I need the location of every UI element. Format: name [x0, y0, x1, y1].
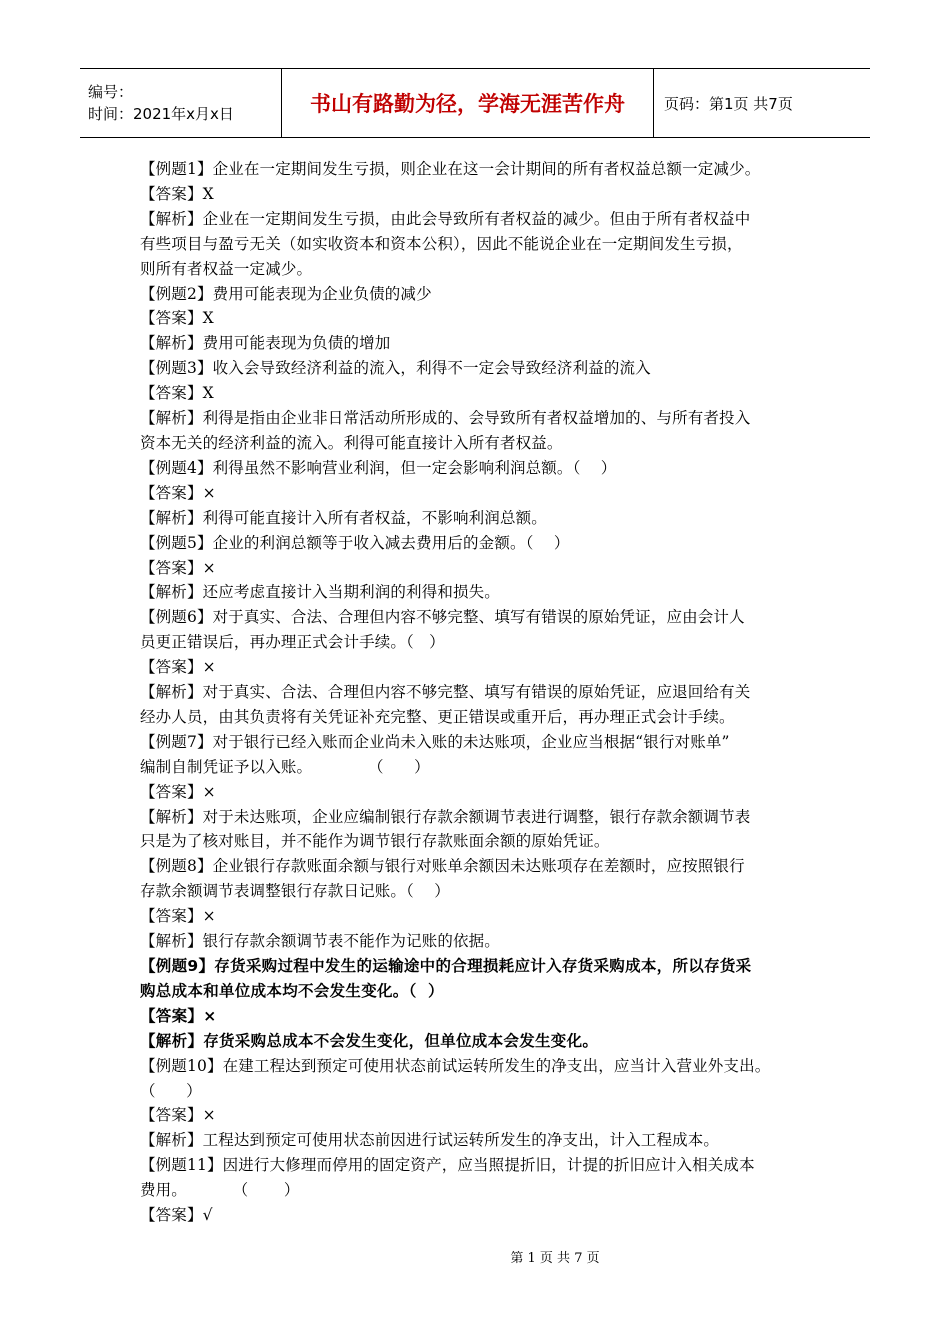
- document-time-label: 时间：2021年x月x日: [88, 105, 234, 123]
- text-line: 【答案】×: [140, 558, 216, 577]
- text-line: 【例题2】费用可能表现为企业负债的减少: [140, 284, 432, 303]
- text-line: 存款余额调节表调整银行存款日记账。（ ）: [140, 882, 450, 901]
- header-motto-cell: [282, 69, 654, 137]
- document-body: [140, 157, 830, 1228]
- text-line: 【例题11】因进行大修理而停用的固定资产，应当照提折旧，计提的折旧应计入相关成本: [140, 1156, 755, 1175]
- text-line: 【答案】√: [140, 1206, 213, 1225]
- header-motto: 书山有路勤为径，学海无涯苦作舟: [310, 92, 625, 116]
- document-number-label: 编号：: [88, 83, 134, 101]
- text-line: 购总成本和单位成本均不会发生变化。（ ）: [140, 981, 444, 1000]
- text-line: 【答案】×: [140, 1006, 217, 1025]
- text-line: 【答案】×: [140, 907, 216, 926]
- text-line: 【答案】X: [140, 184, 214, 203]
- text-line: 【例题8】企业银行存款账面余额与银行对账单余额因未达账项存在差额时，应按照银行: [140, 857, 745, 876]
- text-line: 【解析】企业在一定期间发生亏损，由此会导致所有者权益的减少。但由于所有者权益中: [140, 209, 751, 228]
- text-line: 编制自制凭证予以入账。 （ ）: [140, 757, 430, 776]
- text-line: 【解析】费用可能表现为负债的增加: [140, 334, 391, 353]
- text-line: 【答案】×: [140, 1106, 216, 1125]
- text-line: 【答案】×: [140, 658, 216, 677]
- text-line: 【例题6】对于真实、合法、合理但内容不够完整、填写有错误的原始凭证，应由会计人: [140, 608, 745, 627]
- text-line: （ ）: [140, 1081, 202, 1100]
- text-line: 【解析】利得是指由企业非日常活动所形成的、会导致所有者权益增加的、与所有者投入: [140, 409, 751, 428]
- text-line: 有些项目与盈亏无关（如实收资本和资本公积），因此不能说企业在一定期间发生亏损，: [140, 234, 743, 253]
- text-line: 资本无关的经济利益的流入。利得可能直接计入所有者权益。: [140, 433, 563, 452]
- text-line: 则所有者权益一定减少。: [140, 259, 313, 278]
- text-line: 【例题3】收入会导致经济利益的流入，利得不一定会导致经济利益的流入: [140, 359, 651, 378]
- text-line: 【答案】X: [140, 309, 214, 328]
- text-line: 【例题9】存货采购过程中发生的运输途中的合理损耗应计入存货采购成本，所以存货采: [140, 957, 752, 975]
- text-line: 经办人员，由其负责将有关凭证补充完整、更正错误或重开后，再办理正式会计手续。: [140, 707, 735, 726]
- text-line: 【解析】还应考虑直接计入当期利润的利得和损失。: [140, 583, 500, 602]
- text-line: 【例题10】在建工程达到预定可使用状态前试运转所发生的净支出，应当计入营业外支出。: [140, 1056, 771, 1075]
- text-line: 【解析】利得可能直接计入所有者权益，不影响利润总额。: [140, 508, 547, 527]
- page-header: [80, 68, 870, 138]
- text-line: 【答案】×: [140, 782, 216, 801]
- text-line: 【解析】对于真实、合法、合理但内容不够完整、填写有错误的原始凭证，应退回给有关: [140, 683, 751, 702]
- text-line: 【解析】银行存款余额调节表不能作为记账的依据。: [140, 932, 500, 951]
- text-line: 【例题1】企业在一定期间发生亏损，则企业在这一会计期间的所有者权益总额一定减少。: [140, 160, 761, 178]
- text-line: 【解析】工程达到预定可使用状态前因进行试运转所发生的净支出，计入工程成本。: [140, 1131, 720, 1150]
- text-line: 【答案】×: [140, 483, 216, 502]
- text-line: 【例题5】企业的利润总额等于收入减去费用后的金额。（ ）: [140, 533, 570, 552]
- text-line: 费用。 （ ）: [140, 1181, 300, 1200]
- header-page-cell: [654, 69, 870, 137]
- text-line: 只是为了核对账目，并不能作为调节银行存款账面余额的原始凭证。: [140, 832, 610, 851]
- text-line: 【例题7】对于银行已经入账而企业尚未入账的未达账项，企业应当根据“银行对账单”: [140, 732, 730, 751]
- text-line: 【答案】X: [140, 384, 214, 403]
- text-line: 员更正错误后，再办理正式会计手续。（ ）: [140, 633, 445, 652]
- text-line: 【解析】存货采购总成本不会发生变化，但单位成本会发生变化。: [140, 1031, 599, 1050]
- header-meta: [80, 69, 282, 137]
- page-footer: 第 1 页 共 7 页: [510, 1251, 600, 1266]
- text-line: 【例题4】利得虽然不影响营业利润，但一定会影响利润总额。（ ）: [140, 458, 617, 477]
- text-line: 【解析】对于未达账项，企业应编制银行存款余额调节表进行调整，银行存款余额调节表: [140, 807, 751, 826]
- header-page-info: 页码：第1页 共7页: [664, 94, 793, 113]
